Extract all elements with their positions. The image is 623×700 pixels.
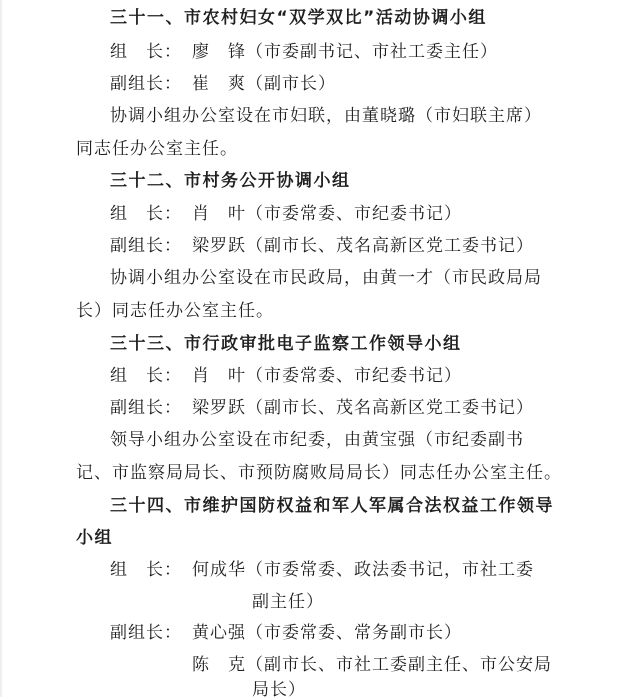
section-32-office-line-1: 协调小组办公室设在市民政局，由黄一才（市民政局局 bbox=[110, 268, 542, 288]
leader-value: 何成华（市委常委、政法委书记，市社工委 bbox=[192, 560, 534, 580]
section-31-office-line-2: 同志任办公室主任。 bbox=[76, 139, 238, 159]
section-31-deputy bbox=[110, 74, 336, 94]
section-32-heading: 三十二、市村务公开协调小组 bbox=[110, 171, 351, 191]
deputy-label: 副组长： bbox=[110, 398, 182, 418]
deputy-label: 副组长： bbox=[110, 74, 182, 94]
leader-label: 组 长： bbox=[110, 42, 182, 62]
deputy-value: 崔 爽（副市长） bbox=[192, 74, 336, 94]
section-33-heading: 三十三、市行政审批电子监察工作领导小组 bbox=[110, 334, 462, 354]
section-34-deputy-2-line-2: 局长） bbox=[252, 680, 306, 700]
section-34-heading-line-2: 小组 bbox=[76, 528, 113, 548]
deputy-value: 梁罗跃（副市长、茂名高新区党工委书记） bbox=[192, 398, 534, 418]
leader-label: 组 长： bbox=[110, 366, 182, 386]
leader-value: 肖 叶（市委常委、市纪委书记） bbox=[192, 204, 462, 224]
deputy-value: 梁罗跃（副市长、茂名高新区党工委书记） bbox=[192, 236, 534, 256]
section-32-deputy bbox=[110, 236, 534, 256]
section-33-office-line-2: 记、市监察局局长、市预防腐败局局长）同志任办公室主任。 bbox=[76, 463, 562, 483]
section-34-deputy-2-line-1: 陈 克（副市长、市社工委副主任、市公安局 bbox=[192, 655, 552, 675]
section-34-deputy bbox=[110, 623, 462, 643]
leader-value: 廖 锋（市委副书记、市社工委主任） bbox=[192, 42, 498, 62]
leader-label: 组 长： bbox=[110, 560, 182, 580]
deputy-label: 副组长： bbox=[110, 236, 182, 256]
section-31-leader bbox=[110, 42, 498, 62]
section-33-deputy bbox=[110, 398, 534, 418]
leader-value: 肖 叶（市委常委、市纪委书记） bbox=[192, 366, 462, 386]
section-31-heading: 三十一、市农村妇女“双学双比”活动协调小组 bbox=[110, 8, 487, 28]
section-34-heading-line-1: 三十四、市维护国防权益和军人军属合法权益工作领导 bbox=[110, 496, 554, 516]
section-33-office-line-1: 领导小组办公室设在市纪委，由黄宝强（市纪委副书 bbox=[110, 430, 524, 450]
section-32-office-line-2: 长）同志任办公室主任。 bbox=[76, 301, 274, 321]
paper-edge-shadow bbox=[0, 0, 3, 697]
section-33-leader bbox=[110, 366, 462, 386]
section-32-leader bbox=[110, 204, 462, 224]
section-31-office-line-1: 协调小组办公室设在市妇联，由董晓璐（市妇联主席） bbox=[110, 106, 542, 126]
deputy-value: 黄心强（市委常委、常务副市长） bbox=[192, 623, 462, 643]
leader-label: 组 长： bbox=[110, 204, 182, 224]
section-34-leader-line-2: 副主任） bbox=[252, 592, 324, 612]
deputy-label: 副组长： bbox=[110, 623, 182, 643]
section-34-leader bbox=[110, 560, 534, 580]
